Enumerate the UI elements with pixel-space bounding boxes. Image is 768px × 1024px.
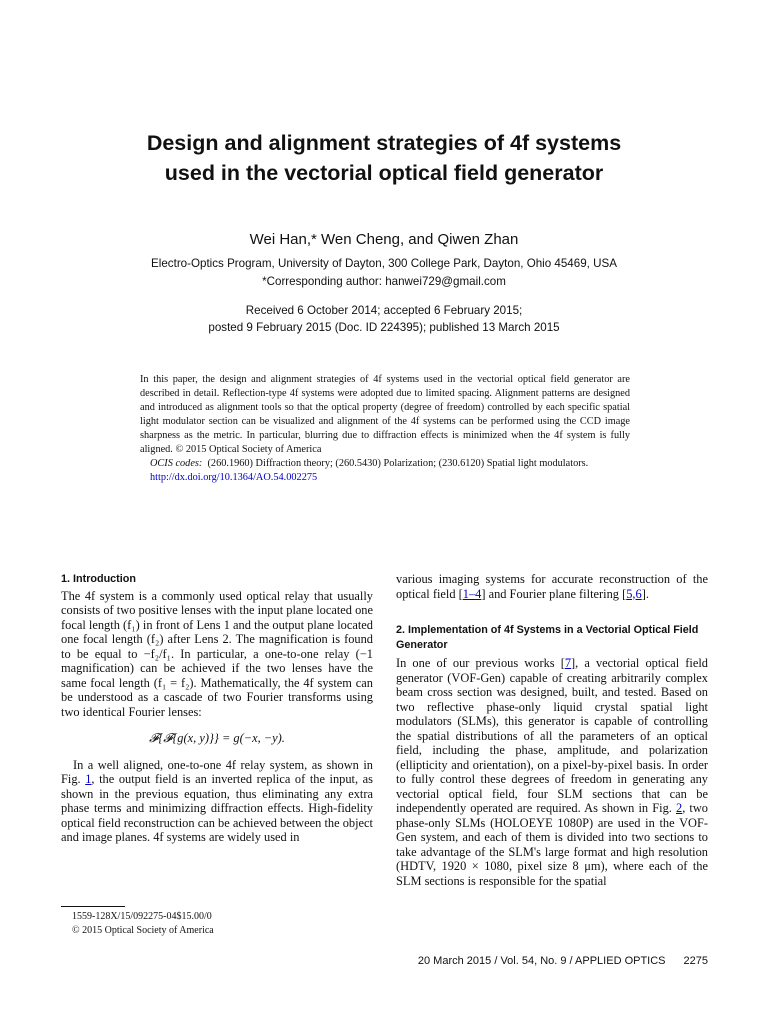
page-footer: [0, 955, 708, 967]
affiliation: Electro-Optics Program, University of Dayton, 300 College Park, Dayton, Ohio 45469, USA: [151, 257, 617, 270]
ocis-label: OCIS codes:: [150, 458, 203, 469]
reference-link-5-6[interactable]: 5,6: [626, 586, 642, 601]
text-segment: ].: [641, 586, 649, 601]
left-column: [61, 572, 373, 845]
author-list: Wei Han,* Wen Cheng, and Qiwen Zhan: [249, 231, 519, 248]
section-heading-introduction: 1. Introduction: [61, 573, 136, 585]
section-heading-implementation: 2. Implementation of 4f Systems in a Vectorial Optical Field Generator: [396, 624, 699, 651]
title-line-2: used in the vectorial optical field generator: [164, 161, 604, 185]
copyright-line: © 2015 Optical Society of America: [72, 925, 214, 936]
text-segment: , two phase-only SLMs (HOLOEYE 1080P) are used in the VOF-Gen system, and each of them is divided into two sections to take advantage of the SLM's large format and high resolution (HDTV, 1920 × 1080, pixel size 8 μm), where each of the SLM sections is responsible for the spatial: [396, 801, 708, 888]
dates-line-2: posted 9 February 2015 (Doc. ID 224395); published 13 March 2015: [208, 321, 560, 334]
ocis-codes: [140, 457, 630, 471]
ocis-code-list: (260.1960) Diffraction theory; (260.5430) Polarization; (230.6120) Spatial light modulators.: [207, 458, 589, 469]
article-title: [0, 128, 768, 188]
doi-link[interactable]: http://dx.doi.org/10.1364/AO.54.002275: [150, 472, 318, 483]
reference-link-1-4[interactable]: 1–4: [462, 586, 482, 601]
corresponding-author: *Corresponding author: hanwei729@gmail.com: [262, 275, 506, 288]
fourier-equation: 𝓕{𝓕{g(x, y)}} = g(−x, −y).: [149, 731, 285, 745]
journal-info: 20 March 2015 / Vol. 54, No. 9 / APPLIED OPTICS: [417, 955, 666, 967]
dates-line-1: Received 6 October 2014; accepted 6 February 2015;: [245, 304, 523, 317]
intro-paragraph-1: The 4f system is a commonly used optical relay that usually consists of two positive lenses with the input plane located one focal length (f₁) in front of Lens 1 and the output plane located one focal length (f₂) after Lens 2. The magnification is found to be equal to −f₂/f₁. In particular, a one-to-one relay (−1 magnification) can be achieved if the two lenses have the same focal length (f₁ = f₂). Mathematically, the 4f system can be understood as a cascade of two Fourier transforms using two identical Fourier lenses:: [61, 588, 373, 719]
reference-link-7[interactable]: 7: [564, 656, 572, 670]
text-segment: ], a vectorial optical field generator (VOF-Gen) capable of creating arbitrarily complex beam cross section was designed, built, and tested. Based on two reflective phase-only liquid crystal spatial light modulators (SLMs), this generator is capable of controlling the spatial distributions of all the parameters of an optical field, including the phase, amplitude, and polarization (ellipticity and orientation), on a pixel-by-pixel basis. In order to fully control these degrees of freedom in generating any vectorial optical field, four SLM sections that can be independently operated are required. As shown in Fig.: [396, 656, 708, 815]
intro-paragraph-3: [396, 572, 708, 601]
text-segment: ] and Fourier plane filtering [: [481, 586, 627, 601]
footnote-rule: [61, 906, 125, 907]
page-number: 2275: [683, 955, 708, 967]
right-column: [396, 572, 708, 888]
implementation-paragraph: [396, 656, 708, 888]
figure-2-link[interactable]: 2: [675, 801, 683, 815]
figure-1-link[interactable]: 1: [85, 772, 92, 786]
text-segment: In one of our previous works [: [396, 656, 565, 670]
publication-dates: [0, 302, 768, 336]
text-segment: In a well aligned, one-to-one 4f relay system, as shown in Fig.: [61, 757, 373, 786]
abstract-text: In this paper, the design and alignment strategies of 4f systems used in the vectorial optical field generator are described in detail. Reflection-type 4f systems were adopted due to limited spacing. Alignment patterns are designed and introduced as alignment tools so that the optical property (degree of freedom) controlled by each specific spatial light modulator section can be visualized and alignment of the 4f systems can be performed using the CCD image sharpness as the metric. In particular, blurring due to diffraction effects is minimized when the 4f system is fully aligned. © 2015 Optical Society of America: [140, 374, 630, 455]
text-segment: , the output field is an inverted replica of the input, as shown in the previous equation, thus eliminating any extra phase terms and minimizing diffraction effects. High-fidelity optical field reconstruction can be achieved between the object and image planes. 4f systems are widely used in: [61, 772, 373, 844]
text-segment: various imaging systems for accurate reconstruction of the optical field [: [396, 572, 708, 601]
copyright-footnote: [72, 910, 214, 938]
affiliation-block: [0, 255, 768, 291]
abstract: [140, 373, 630, 485]
issn-line: 1559-128X/15/092275-04$15.00/0: [72, 911, 212, 922]
intro-paragraph-2: [61, 758, 373, 845]
title-line-1: Design and alignment strategies of 4f systems: [146, 131, 622, 155]
doi-line: [140, 471, 630, 485]
